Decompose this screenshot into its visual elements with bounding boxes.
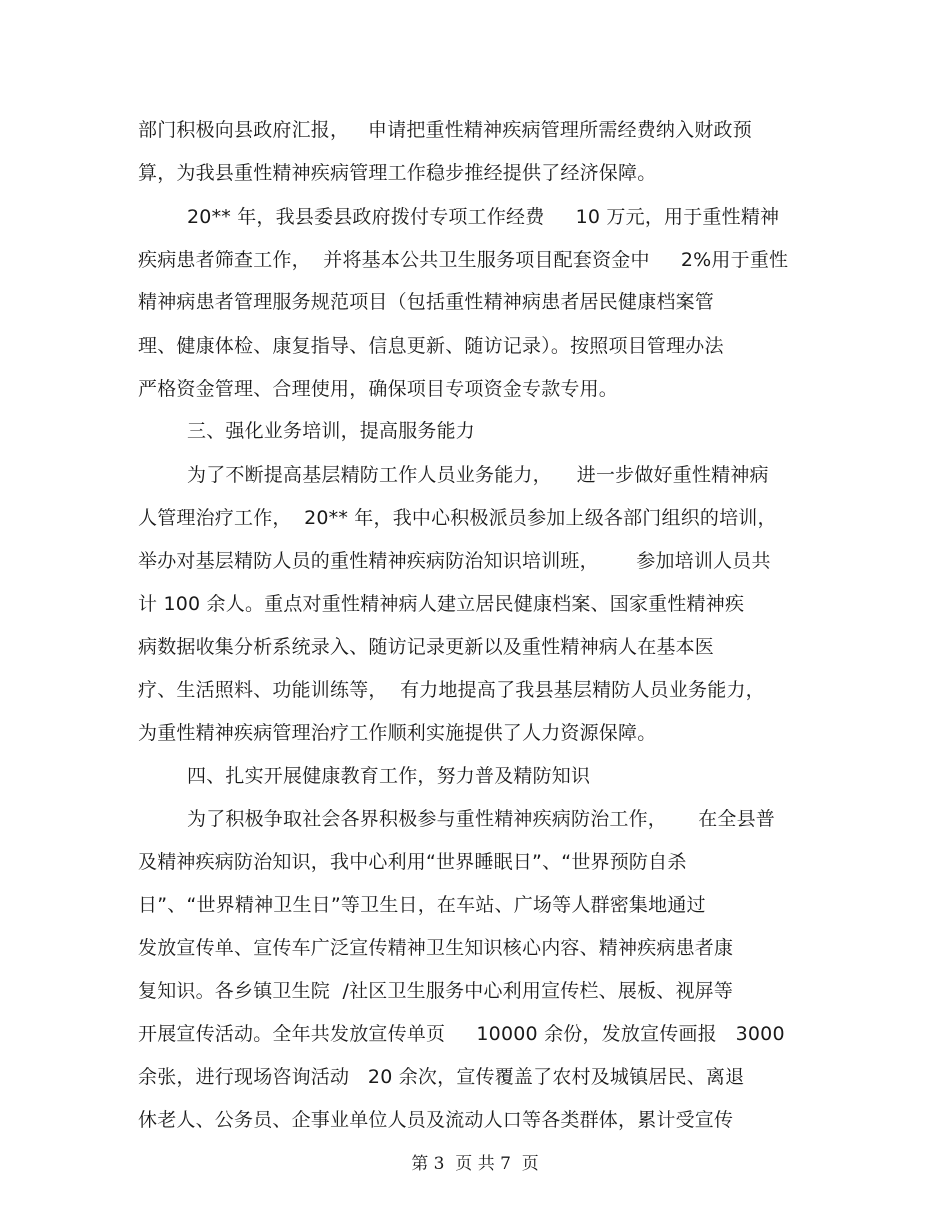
body-line: 严格资金管理、合理使用，确保项目专项资金专款专用。 xyxy=(138,378,619,400)
body-line: 发放宣传单、宣传车广泛宣传精神卫生知识核心内容、精神疾病患者康 xyxy=(138,937,734,959)
body-line: 疗、生活照料、功能训练等， 有力地提高了我县基层精防人员业务能力， xyxy=(138,679,765,701)
body-line: 休老人、公务员、企事业单位人员及流动人口等各类群体，累计受宣传 xyxy=(138,1109,734,1131)
body-line: 人管理治疗工作， 20** 年，我中心积极派员参加上级各部门组织的培训， xyxy=(138,507,777,529)
body-line: 为了积极争取社会各界积极参与重性精神疾病防治工作， 在全县普 xyxy=(187,808,775,830)
body-line: 20** 年，我县委县政府拨付专项工作经费 10 万元，用于重性精神 xyxy=(187,206,780,228)
page-number-footer: 第 3 页 共 7 页 xyxy=(411,1154,539,1174)
body-line: 为重性精神疾病管理治疗工作顺利实施提供了人力资源保障。 xyxy=(138,722,657,744)
body-line: 复知识。各乡镇卫生院 /社区卫生服务中心利用宣传栏、展板、视屏等 xyxy=(138,980,734,1002)
body-line: 理、健康体检、康复指导、信息更新、随访记录）。按照项目管理办法 xyxy=(138,335,724,357)
section-heading: 四、扎实开展健康教育工作，努力普及精防知识 xyxy=(187,765,591,787)
body-line: 开展宣传活动。全年共发放宣传单页 10000 余份，发放宣传画报 3000 xyxy=(138,1023,785,1045)
body-line: 日”、“世界精神卫生日”等卫生日，在车站、广场等人群密集地通过 xyxy=(138,894,706,916)
body-line: 精神病患者管理服务规范项目（包括重性精神病患者居民健康档案管 xyxy=(138,291,715,313)
body-line: 余张，进行现场咨询活动 20 余次，宣传覆盖了农村及城镇居民、离退 xyxy=(138,1066,745,1088)
section-heading: 三、强化业务培训，提高服务能力 xyxy=(187,420,476,442)
body-line: 算，为我县重性精神疾病管理工作稳步推经提供了经济保障。 xyxy=(138,162,657,184)
body-line: 疾病患者筛查工作， 并将基本公共卫生服务项目配套资金中 2%用于重性 xyxy=(138,249,789,271)
body-line: 病数据收集分析系统录入、随访记录更新以及重性精神病人在基本医 xyxy=(138,636,715,658)
body-line: 为了不断提高基层精防工作人员业务能力， 进一步做好重性精神病 xyxy=(187,464,769,486)
body-line: 计 100 余人。重点对重性精神病人建立居民健康档案、国家重性精神疾 xyxy=(138,593,745,615)
body-line: 举办对基层精防人员的重性精神疾病防治知识培训班， 参加培训人员共 xyxy=(138,550,771,572)
body-line: 部门积极向县政府汇报， 申请把重性精神疾病管理所需经费纳入财政预 xyxy=(138,119,752,141)
body-line: 及精神疾病防治知识，我中心利用“世界睡眠日”、“世界预防自杀 xyxy=(138,851,687,873)
